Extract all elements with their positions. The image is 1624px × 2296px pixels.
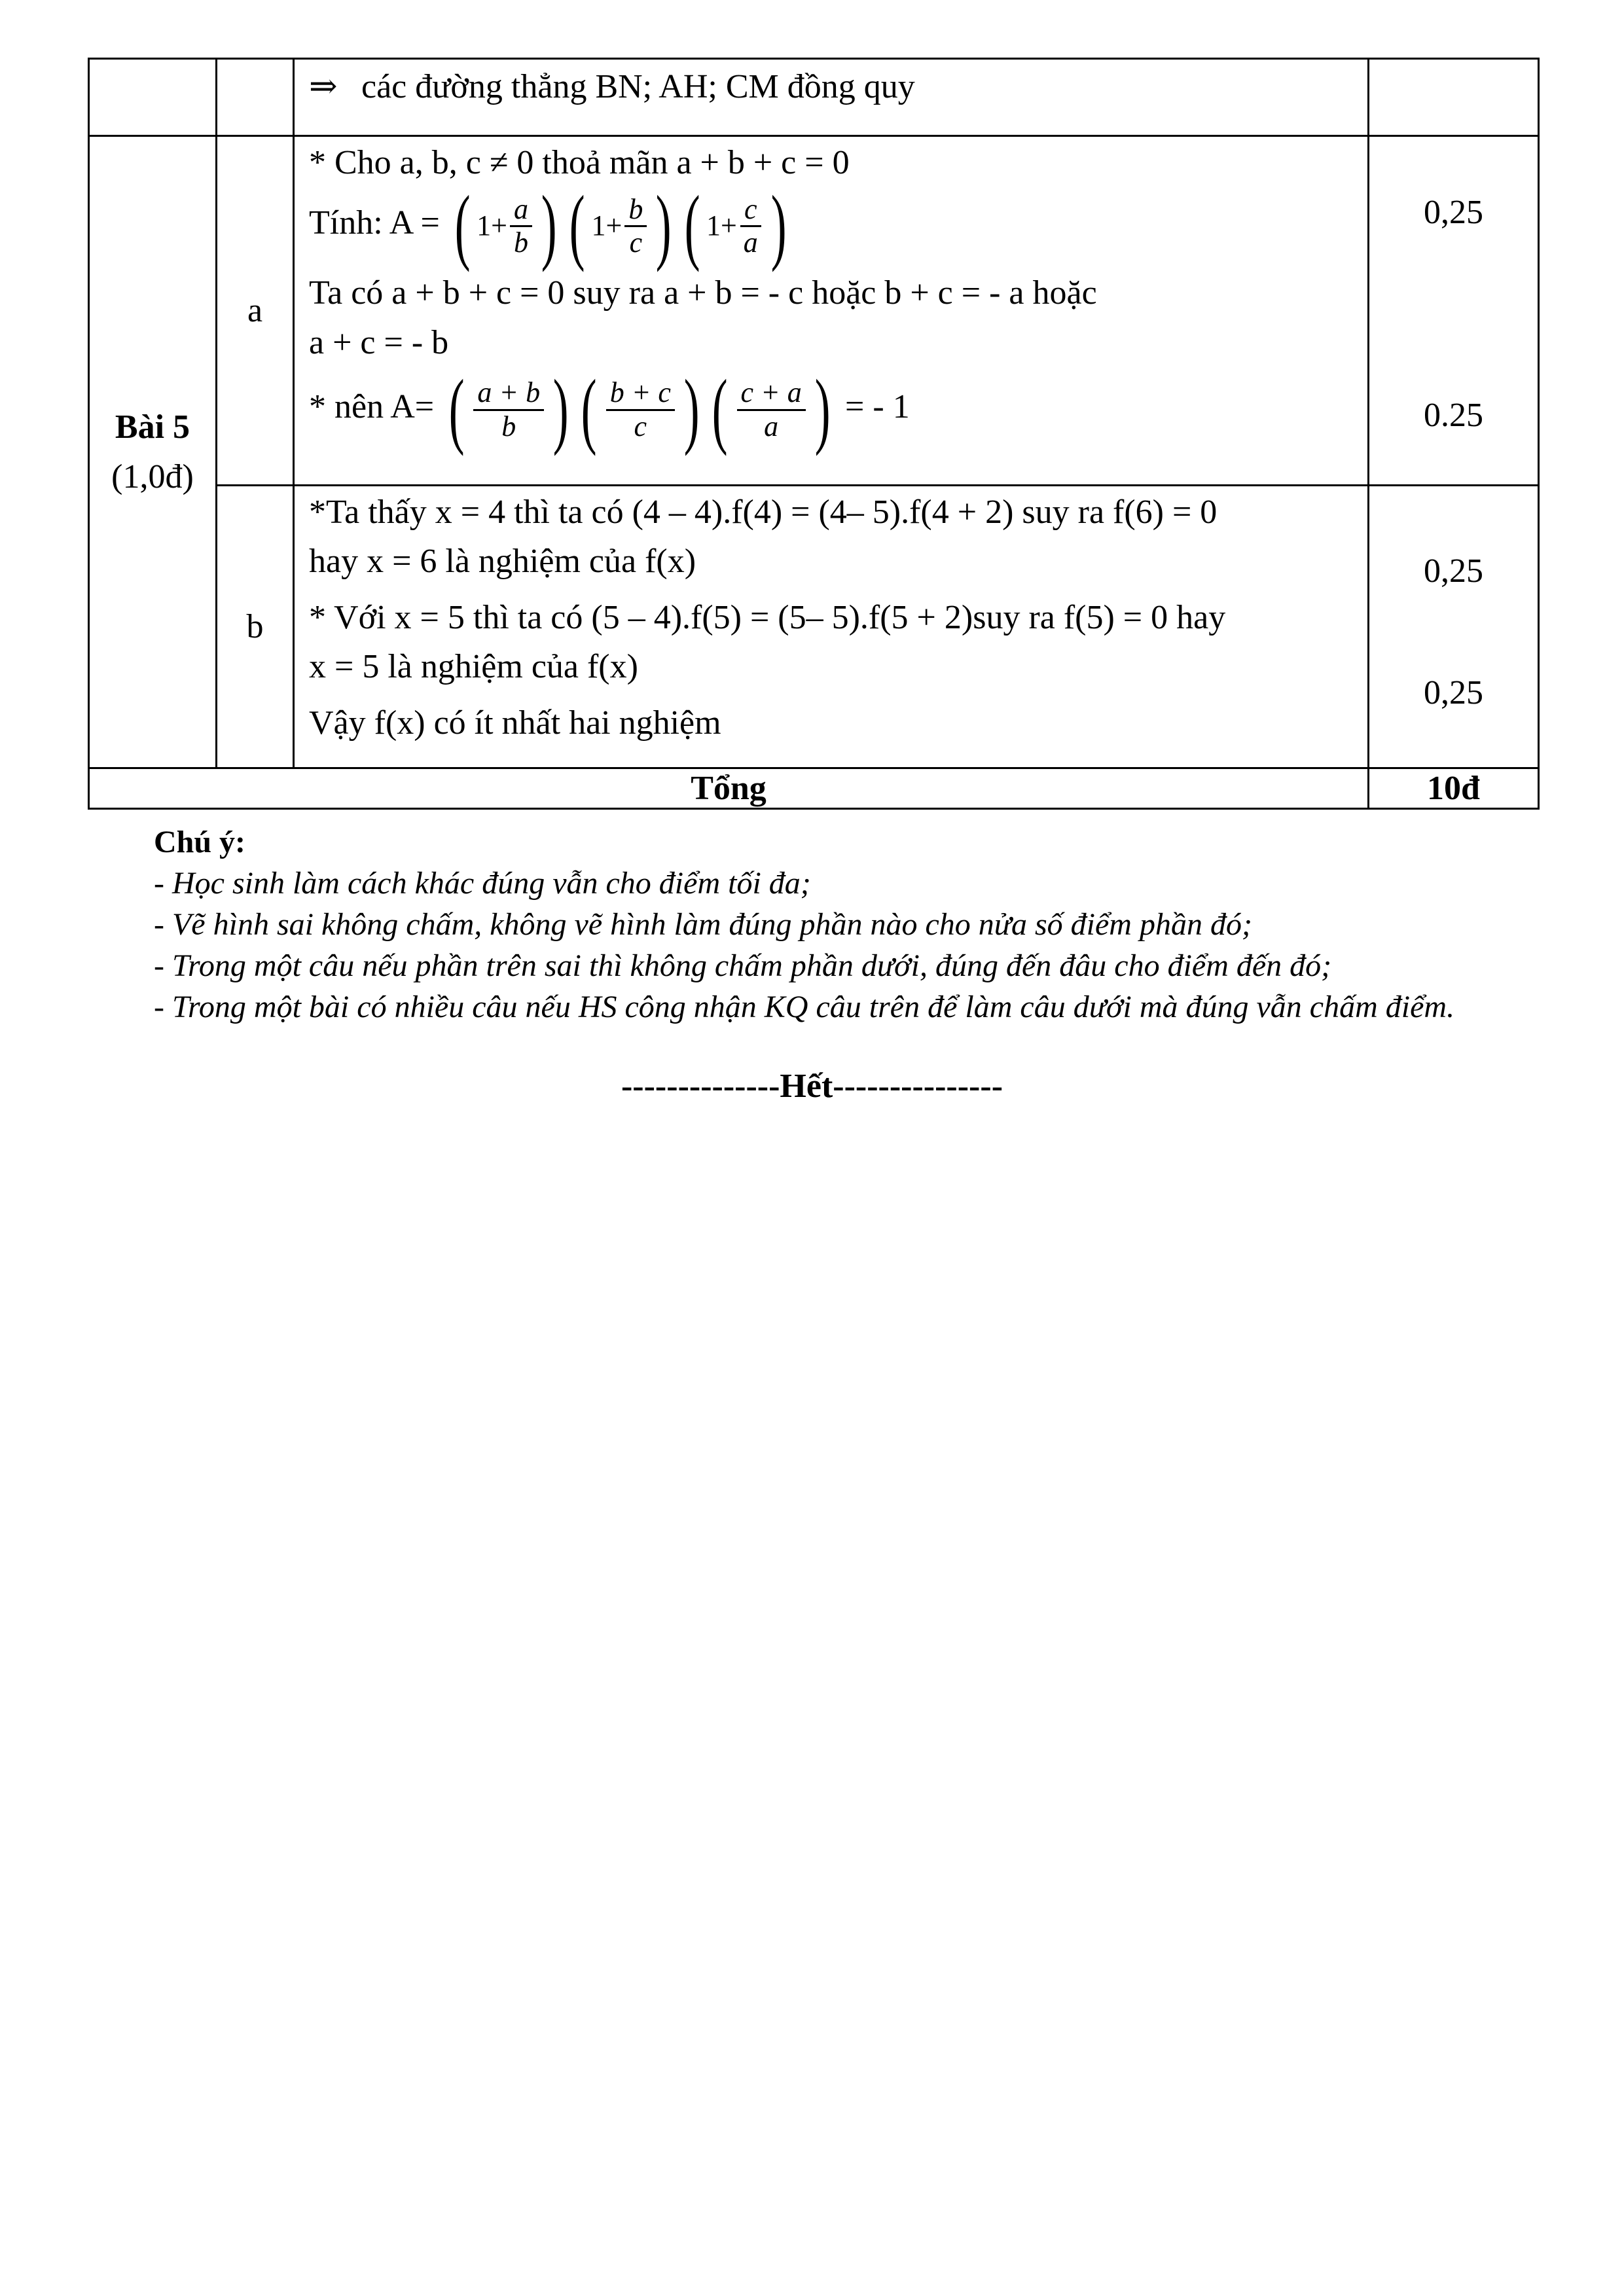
a-score-1: 0,25 (1424, 194, 1483, 231)
table-row-bai5-a (89, 136, 1539, 486)
implies-symbol: ⇒ (309, 68, 338, 105)
part-a-label: a (247, 291, 263, 329)
table-row-total (89, 768, 1539, 809)
bai-points: (1,0đ) (111, 457, 194, 495)
bai-label-cell (89, 136, 217, 768)
a-reasoning-1: Ta có a + b + c = 0 suy ra a + b = - c hoặc b + c = - a hoặc (309, 274, 1097, 312)
b-line-2: hay x = 6 là nghiệm của f(x) (309, 543, 696, 581)
conclusion-cell (294, 59, 1369, 136)
empty-cell (89, 59, 217, 136)
total-value: 10đ (1427, 769, 1480, 807)
bai-label: Bài 5 (115, 408, 190, 446)
total-label: Tổng (691, 769, 767, 807)
a-tinh-label: Tính: A = (309, 204, 440, 242)
a-reasoning-2: a + c = - b (309, 323, 449, 361)
note-item: - Trong một bài có nhiều câu nếu HS công nhận KQ câu trên để làm câu dưới mà đúng vẫn chấm điểm. (154, 990, 1455, 1024)
note-item: - Vẽ hình sai không chấm, không vẽ hình làm đúng phần nào cho nửa số điểm phần đó; (154, 907, 1252, 942)
table-row-bai5-b (89, 486, 1539, 768)
end-marker: --------------Hết--------------- (621, 1067, 1003, 1105)
part-a-cell (217, 136, 294, 486)
a-expression (309, 179, 1353, 274)
part-b-score-cell (1369, 486, 1539, 768)
total-label-cell (89, 768, 1369, 809)
b-score-2: 0,25 (1424, 674, 1483, 711)
part-b-content (294, 486, 1369, 768)
grading-table (88, 58, 1540, 810)
term-2: ( $\frac{b + c}{c}$ ) (581, 363, 700, 457)
b-line-4: x = 5 là nghiệm của f(x) (309, 648, 638, 686)
a-given: * Cho a, b, c ≠ 0 thoả mãn a + b + c = 0 (309, 144, 850, 181)
empty-cell (217, 59, 294, 136)
notes-section (154, 821, 1454, 1028)
term-1: ( $\frac{a + b}{b}$ ) (448, 363, 569, 457)
a-result: = - 1 (845, 388, 910, 426)
part-a-score-cell (1369, 136, 1539, 486)
b-line-3: * Với x = 5 thì ta có (5 – 4).f(5) = (5– 5).f(5 + 2)suy ra f(5) = 0 hay (309, 598, 1226, 636)
table-row-conclusion (89, 59, 1539, 136)
b-line-5: Vậy f(x) có ít nhất hai nghiệm (309, 704, 721, 742)
a-score-2: 0.25 (1424, 397, 1483, 434)
note-item: - Trong một câu nếu phần trên sai thì không chấm phần dưới, đúng đến đâu cho điểm đến đó; (154, 948, 1332, 983)
notes-title: Chú ý: (154, 825, 246, 859)
b-score-1: 0,25 (1424, 552, 1483, 590)
b-line-1: *Ta thấy x = 4 thì ta có (4 – 4).f(4) = (4– 5).f(4 + 2) suy ra f(6) = 0 (309, 493, 1218, 531)
a-conclusion (309, 363, 1353, 457)
factor-2: ( 1+ $\frac{b}{c}$ ) (569, 179, 672, 274)
empty-score-cell (1369, 59, 1539, 136)
part-b-cell (217, 486, 294, 768)
factor-3: ( 1+ $\frac{c}{a}$ ) (684, 179, 787, 274)
note-item: - Học sinh làm cách khác đúng vẫn cho điểm tối đa; (154, 866, 811, 901)
a-nen-label: * nên A= (309, 388, 435, 426)
total-value-cell (1369, 768, 1539, 809)
part-a-content (294, 136, 1369, 486)
factor-1: ( 1+ $\frac{a}{b}$ ) (454, 179, 557, 274)
conclusion-text: các đường thẳng BN; AH; CM đồng quy (361, 68, 915, 105)
term-3: ( $\frac{c + a}{a}$ ) (712, 363, 831, 457)
part-b-label: b (246, 607, 264, 645)
